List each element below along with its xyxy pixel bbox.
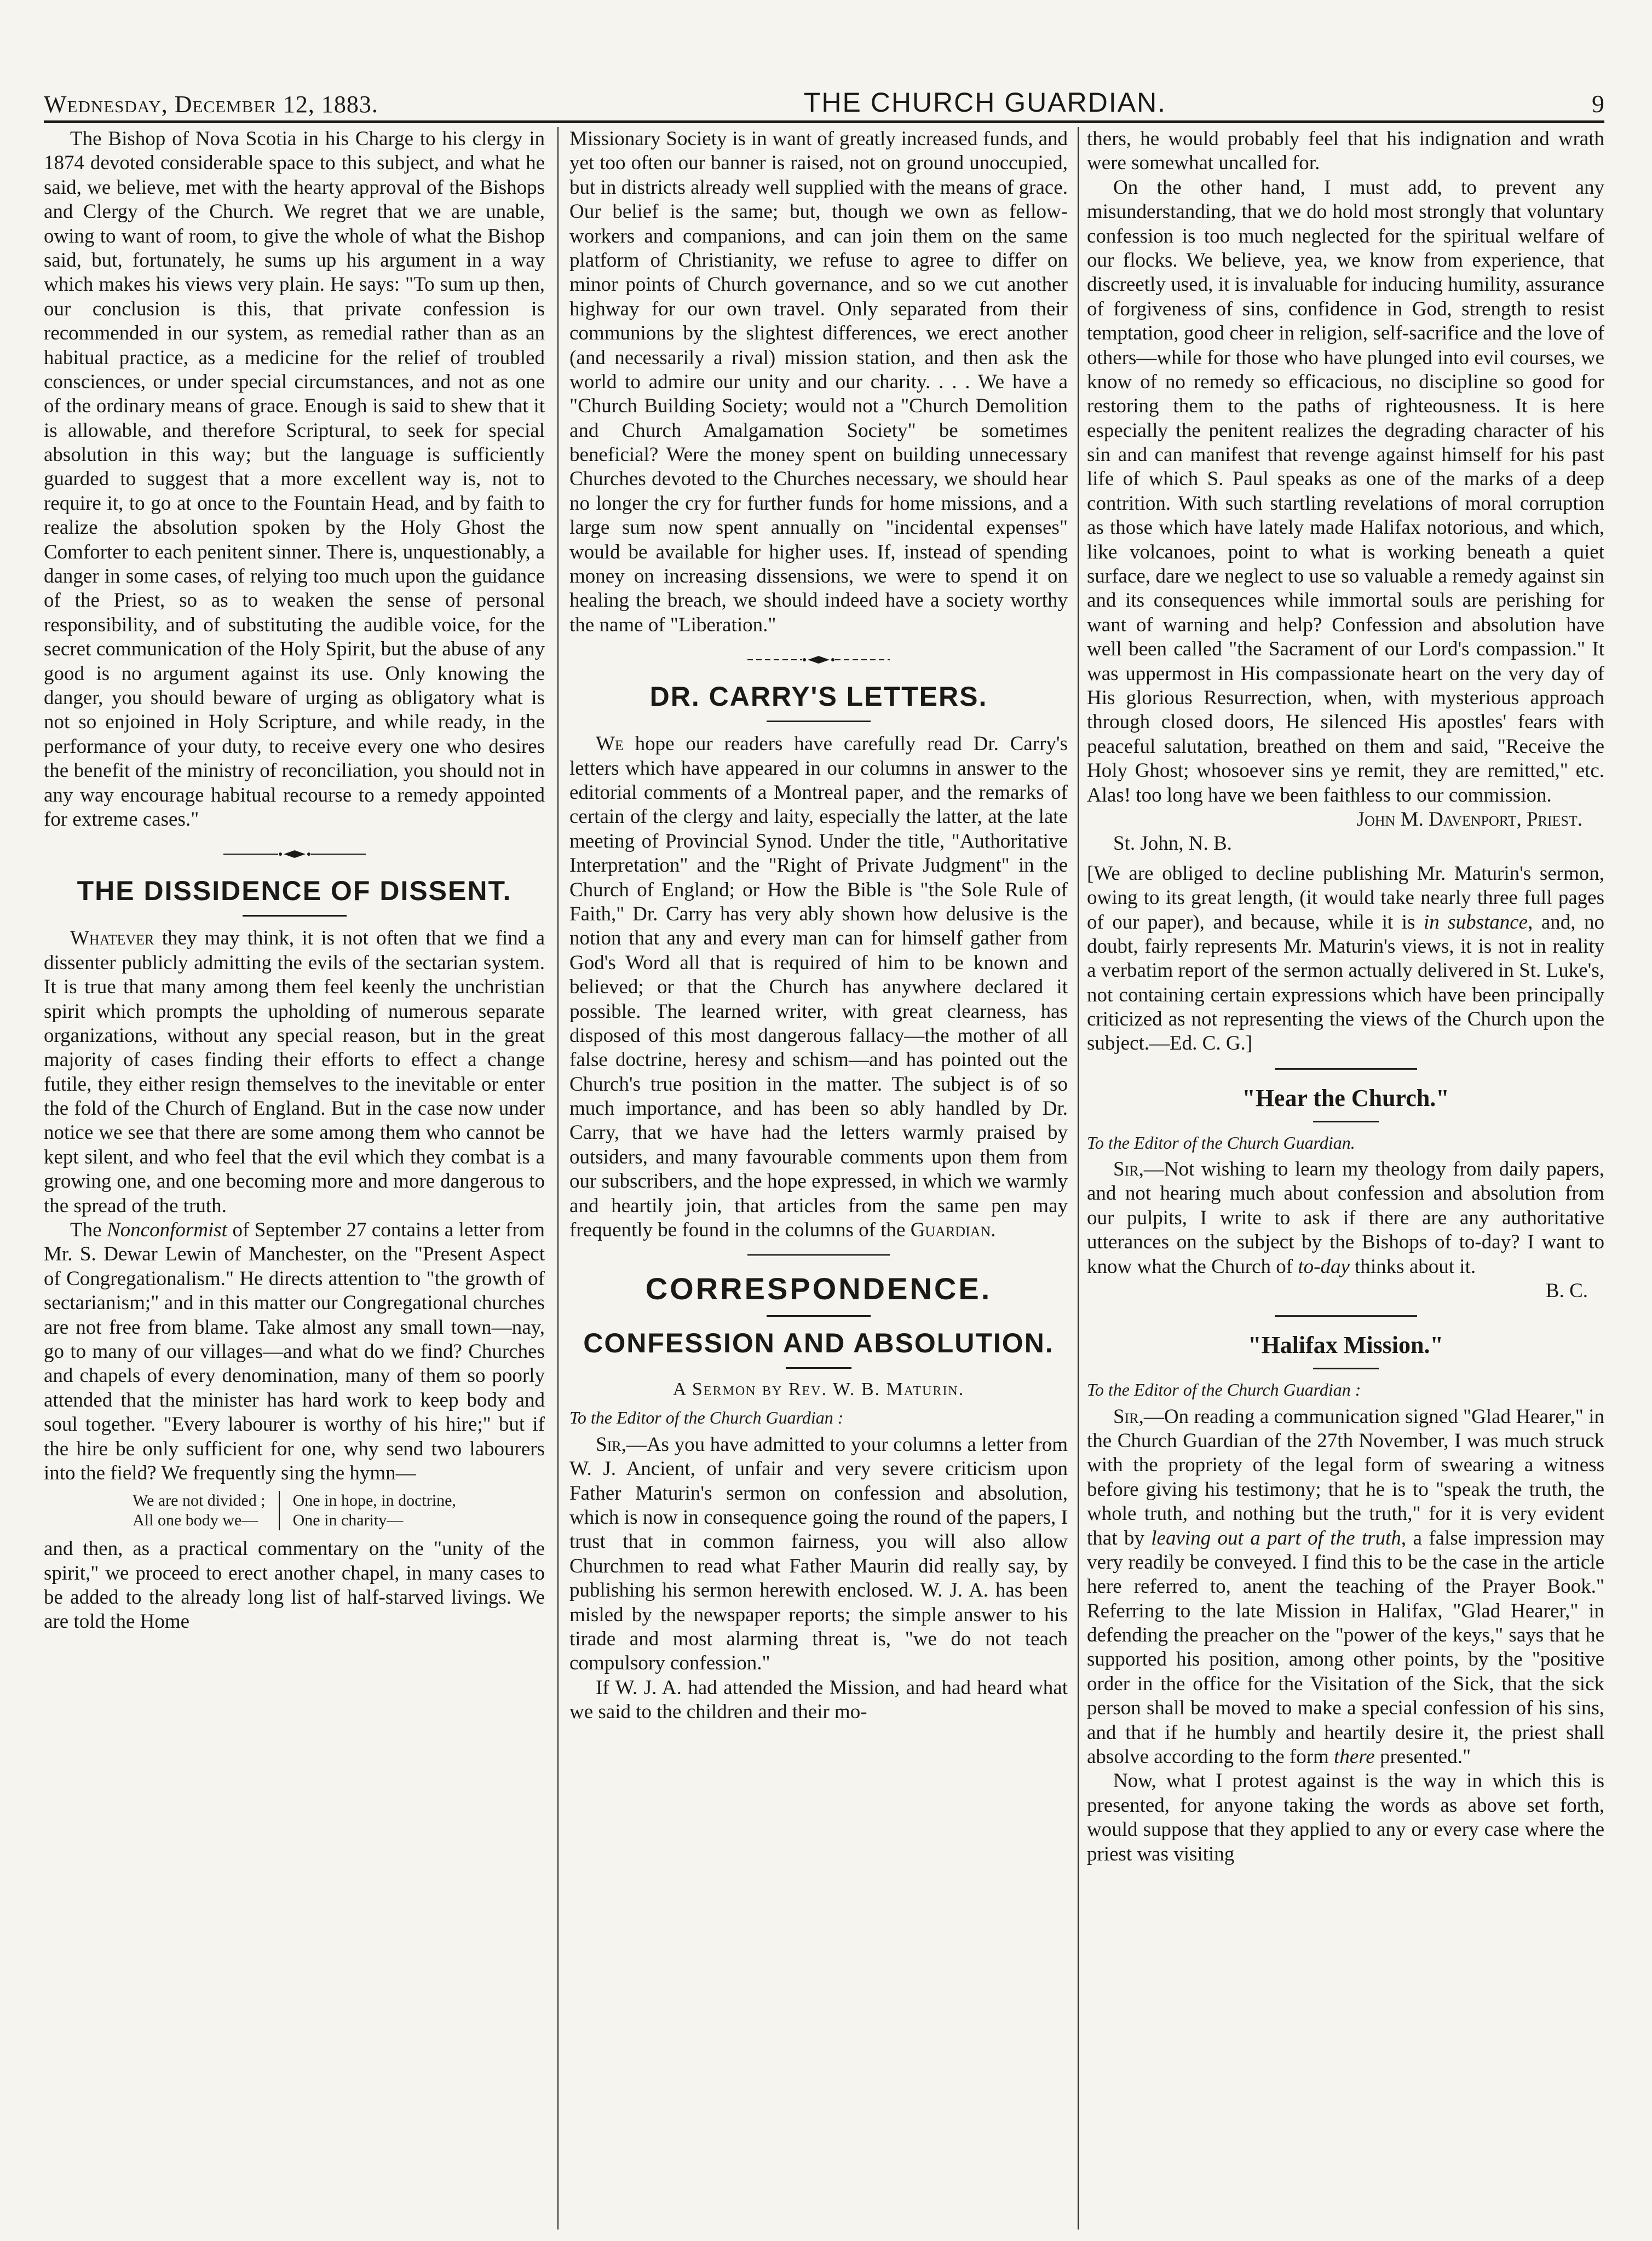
- letter-paragraph: [1087, 1157, 1604, 1279]
- heading-rule: [767, 721, 871, 722]
- publication-name: Guardian: [910, 1219, 991, 1242]
- verse-right: [280, 1491, 456, 1530]
- drop-lead: Sir: [596, 1433, 621, 1456]
- hymn-verse: [44, 1491, 545, 1530]
- letter-signature: B. C.: [1545, 1279, 1588, 1302]
- dissent-paragraph: [44, 926, 545, 1218]
- article-heading: DR. CARRY'S LETTERS.: [649, 681, 988, 712]
- paragraph-text: [We are obliged to decline publishing Mr. Maturin's sermon, owing to its great length, (it would take nearly three full pages of our paper), and because, while it is: [1087, 862, 1604, 934]
- paragraph-text: ,—Not wishing to learn my theology from daily papers, and not hearing much about confession and absolution from our pulpits, I write to ask if there are any authoritative utterances on the subject by the Bishops of to-day? I want to know what the Church of: [1087, 1158, 1604, 1278]
- sermon-byline: A Sermon by Rev. W. B. Maturin.: [672, 1379, 965, 1399]
- letter-paragraph: [569, 1433, 1068, 1676]
- letter-paragraph: On the other hand, I must add, to prevent any misunderstanding, that we do hold most strongly that voluntary confession is too much neglected for the spiritual welfare of our flocks. We believe, yea, we know from experience, that discreetly used, it is invaluable for inducing humility, assurance of forgiveness of sins, confidence in God, strength to resist temptation, good cheer in religion, self-sacrifice and the love of others—while for those who have plunged into evil courses, we know of no remedy so efficacious, no discipline so good for restoring them to the paths of righteousness. It is here especially the penitent realizes the degrading character of his sin and can manifest that revenge against himself for his past life of which S. Paul speaks as one of the marks of a deep contrition. With such startling revelations of moral corruption as those which have lately made Halifax notorious, and which, like volcanoes, point to what is working beneath a quiet surface, dare we neglect to use so valuable a remedy against sin and its consequences while immortal souls are perishing for want of warning and help? Confession and absolution have well been called "the Sacrament of our Lord's compassion." It was uppermost in His compassionate heart on the very day of His glorious Resurrection, when, with mysterious approach through closed doors, He silenced His apostles' fears with peaceful salutation, breathed on them and said, "Receive the Holy Ghost; whosoever sins ye remit, they are remitted," etc. Alas! too long have we been faithless to our commission.: [1087, 176, 1604, 806]
- article-heading: THE DISSIDENCE OF DISSENT.: [77, 875, 512, 907]
- paragraph-text: , a false impression may very readily be conveyed. I find this to be the case in the article here referred to, anent the teaching of the Prayer Book." Referring to the late Mission in Halifax, "Glad Hearer," in defending the preacher on the "power of the keys," says that he supported his position, among other points, by the "positive order in the office for the Visitation of the Sick, that the sick person shall be moved to make a special confession of his sins, and that if he humbly and heartily desire it, the priest shall absolve according to the form: [1087, 1526, 1604, 1768]
- letter-signature: John M. Davenport, Priest.: [1356, 808, 1582, 831]
- heading-rule: [243, 915, 347, 917]
- emphasis-text: leaving out a part of the truth: [1151, 1526, 1401, 1549]
- drop-lead: Sir: [1113, 1405, 1139, 1428]
- issue-date: Wednesday, December 12, 1883.: [44, 91, 378, 118]
- paragraph-text: The: [70, 1219, 107, 1242]
- paragraph-text: ,—On reading a communication signed "Glad Hearer," in the Church Guardian of the 27th November, I was much struck with the propriety of the legal form of swearing a witness before giving his testimony; that he is to "speak the truth, the whole truth, and nothing but the truth," for it is very evident that by: [1087, 1405, 1604, 1549]
- masthead-rule: [44, 120, 1604, 123]
- letter-continuation: thers, he would probably feel that his indignation and wrath were somewhat uncalled for.: [1087, 128, 1604, 175]
- article-heading: "Halifax Mission.": [1248, 1332, 1443, 1359]
- article-heading: CONFESSION AND ABSOLUTION.: [583, 1327, 1054, 1358]
- verse-line: One in hope, in doctrine,: [292, 1491, 456, 1510]
- heading-rule: [1313, 1368, 1379, 1369]
- column-2: [569, 127, 1068, 2230]
- drop-lead: Sir: [1113, 1158, 1139, 1181]
- section-rule: [1275, 1315, 1417, 1317]
- letter-paragraph: If W. J. A. had attended the Mission, and had heard what we said to the children and their mo-: [569, 1676, 1068, 1724]
- emphasis-text: to-day: [1298, 1255, 1350, 1278]
- heading-rule: [786, 1367, 851, 1369]
- letter-location: St. John, N. B.: [1113, 832, 1232, 855]
- drop-lead: Whatever: [70, 927, 154, 950]
- column-divider: [1078, 127, 1079, 2230]
- publication-title: Nonconformist: [107, 1219, 227, 1242]
- verse-line: We are not divided ;: [133, 1491, 266, 1510]
- verse-left: [133, 1491, 280, 1530]
- ornament-divider-icon: [569, 652, 1068, 668]
- heading-rule: [767, 1315, 871, 1317]
- chapel-paragraph: and then, as a practical commentary on the "unity of the spirit," we proceed to erect another chapel, in many cases to be added to the already long list of half-starved livings. We are told the Home: [44, 1537, 545, 1633]
- letter-paragraph: Now, what I protest against is the way in which this is presented, for anyone taking the words as above set forth, would suppose that they applied to any or every case where the priest was visiting: [1087, 1770, 1604, 1865]
- article-heading: "Hear the Church.": [1242, 1084, 1449, 1111]
- paragraph-text: ,—As you have admitted to your columns a letter from W. J. Ancient, of unfair and very severe criticism upon Father Maturin's sermon on confession and absolution, which is now in consequence going the round of the papers, I trust that in common fairness, you will also allow Churchmen to read what Father Maurin did really say, by publishing his sermon herewith enclosed. W. J. A. has been misled by the newspaper reports; the simple answer to his tirade and most alarming threat is, "we do not teach compulsory confession.": [569, 1433, 1068, 1675]
- ornament-divider-icon: [44, 846, 545, 862]
- letter-paragraph: [1087, 1405, 1604, 1770]
- section-rule: [747, 1254, 890, 1256]
- editor-salutation: To the Editor of the Church Guardian.: [1087, 1132, 1355, 1153]
- newspaper-title: THE CHURCH GUARDIAN.: [803, 87, 1167, 118]
- emphasis-text: there: [1334, 1745, 1375, 1768]
- mission-paragraph: Missionary Society is in want of greatly increased funds, and yet too often our banner is raised, not on ground unoccupied, but in districts already well supplied with the means of grace. Our belief is the same; but, though we own as fellow-workers and companions, and can join them on the same platform of Christianity, we refuse to agree to differ on minor points of Church governance, and so we cut another highway for our own travel. Only separated from their communions by the slightest differences, we erect another (and necessarily a rival) mission station, and then ask the world to admire our unity and our charity. . . . We have a "Church Building Society; would not a "Church Demolition and Church Amalgamation Society" be sometimes beneficial? Were the money spent on building unnecessary Churches devoted to the Churches necessary, we should hear no longer the cry for further funds for home missions, and a large sum now spent annually on "incidental expenses" would be available for higher uses. If, instead of spending money on increasing dissensions, we were to spend it on healing the breach, we should indeed have a society worthy the name of "Liberation.": [569, 128, 1068, 636]
- paragraph-text: they may think, it is not often that we find a dissenter publicly admitting the evils of the sectarian system. It is true that many among them feel keenly the unchristian spirit which prompts the upholding of numerous separate organizations, without any special reason, but in the great majority of cases finding their efforts to effect a change futile, they either resign themselves to the inevitable or enter the fold of the Church of England. But in the case now under notice we see that there are some among them who cannot be kept silent, and who feel that the evil which they combat is a growing one, and one becoming more and more dangerous to the spread of the truth.: [44, 927, 545, 1217]
- paragraph-text: presented.": [1374, 1745, 1471, 1768]
- heading-rule: [1313, 1121, 1379, 1122]
- section-heading: CORRESPONDENCE.: [645, 1271, 992, 1306]
- paragraph-text: hope our readers have carefully read Dr. Carry's letters which have appeared in our columns in answer to the editorial comments of a Montreal paper, and the remarks of certain of the clergy and laity, especially the latter, at the late meeting of Provincial Synod. Under the title, "Authoritative Interpretation" and the "Right of Private Judgment" in the Church of England; or How the Bible is "the Sole Rule of Faith," Dr. Carry has very ably shown how delusive is the notion that any and every man can for himself gather from God's Word all that is required of him to be known and believed; or that the Church has anywhere declared it possible. The learned writer, with great clearness, has disposed of this most dangerous fallacy—the mother of all false doctrine, heresy and schism—and has pointed out the Church's true position in the matter. The subject is of so much importance, and has been so ably handled by Dr. Carry, that we have had the letters warmly praised by outsiders, and many favourable comments upon them from our subscribers, and the hope expressed, in which we warmly and heartily join, that articles from the same pen may frequently be found in the columns of the: [569, 733, 1068, 1242]
- carry-paragraph: [569, 732, 1068, 1242]
- paragraph-text: .: [991, 1219, 996, 1242]
- paragraph-text: of September 27 contains a letter from Mr. S. Dewar Lewin of Manchester, on the "Present Aspect of Congregationalism." He directs attention to "the growth of sectarianism;" and in this matter our Congregational churches are not free from blame. Take almost any small town—nay, go to many of our villages—and what do we find? Churches and chapels of every denomination, many of them so poorly attended that the minister has hard work to keep body and soul together. "Every labourer is worthy of his hire;" but if the hire be only sufficient for one, why send two labourers into the field? We frequently sing the hymn—: [44, 1219, 545, 1484]
- section-rule: [1275, 1068, 1417, 1070]
- paragraph-text: , and, no doubt, fairly represents Mr. Maturin's views, it is not in reality a verbatim report of the sermon actually delivered in St. Luke's, not containing certain expressions which have been principally criticized as not representing the views of the Church upon the subject.—Ed. C. G.]: [1087, 911, 1604, 1055]
- column-divider: [557, 127, 559, 2230]
- drop-lead: We: [596, 733, 624, 756]
- masthead: [44, 82, 1604, 118]
- nonconformist-paragraph: [44, 1218, 545, 1485]
- paragraph-text: thinks about it.: [1349, 1255, 1476, 1278]
- editor-salutation: To the Editor of the Church Guardian :: [569, 1408, 844, 1428]
- page-number: 9: [1591, 90, 1604, 118]
- verse-line: All one body we—: [133, 1511, 258, 1530]
- emphasis-text: in substance: [1423, 911, 1528, 934]
- column-3: [1087, 127, 1604, 2230]
- column-1: [44, 127, 545, 2230]
- editor-note: [1087, 862, 1604, 1056]
- verse-line: One in charity—: [292, 1511, 404, 1530]
- editor-salutation: To the Editor of the Church Guardian :: [1087, 1380, 1361, 1400]
- bishop-charge-paragraph: The Bishop of Nova Scotia in his Charge to his clergy in 1874 devoted considerable space to this subject, and what he said, we believe, met with the hearty approval of the Bishops and Clergy of the Church. We regret that we are unable, owing to want of room, to give the whole of what the Bishop said, but, fortunately, he sums up his argument in a way which makes his views very plain. He says: "To sum up then, our conclusion is this, that private confession is recommended in our system, as remedial rather than as an habitual practice, as a medicine for the relief of troubled consciences, or under special circumstances, and not as one of the ordinary means of grace. Enough is said to shew that it is allowable, and therefore Scriptural, to seek for special absolution in this way; but the language is sufficiently guarded to suggest that a more excellent way is, not to require it, to go at once to the Fountain Head, and by faith to realize the absolution spoken by the Holy Ghost the Comforter to each penitent sinner. There is, unquestionably, a danger in some cases, of relying too much upon the guidance of the Priest, so as to weaken the sense of personal responsibility, and of substituting the audible voice, for the secret communication of the Holy Spirit, but the abuse of any good is no argument against its use. Only knowing the danger, you should beware of urging as obligatory what is not so enjoined in Holy Scripture, and while ready, in the performance of your duty, to receive every one who desires the benefit of the ministry of reconciliation, you should not in any way encourage habitual recourse to a remedy appointed for extreme cases.": [44, 128, 545, 831]
